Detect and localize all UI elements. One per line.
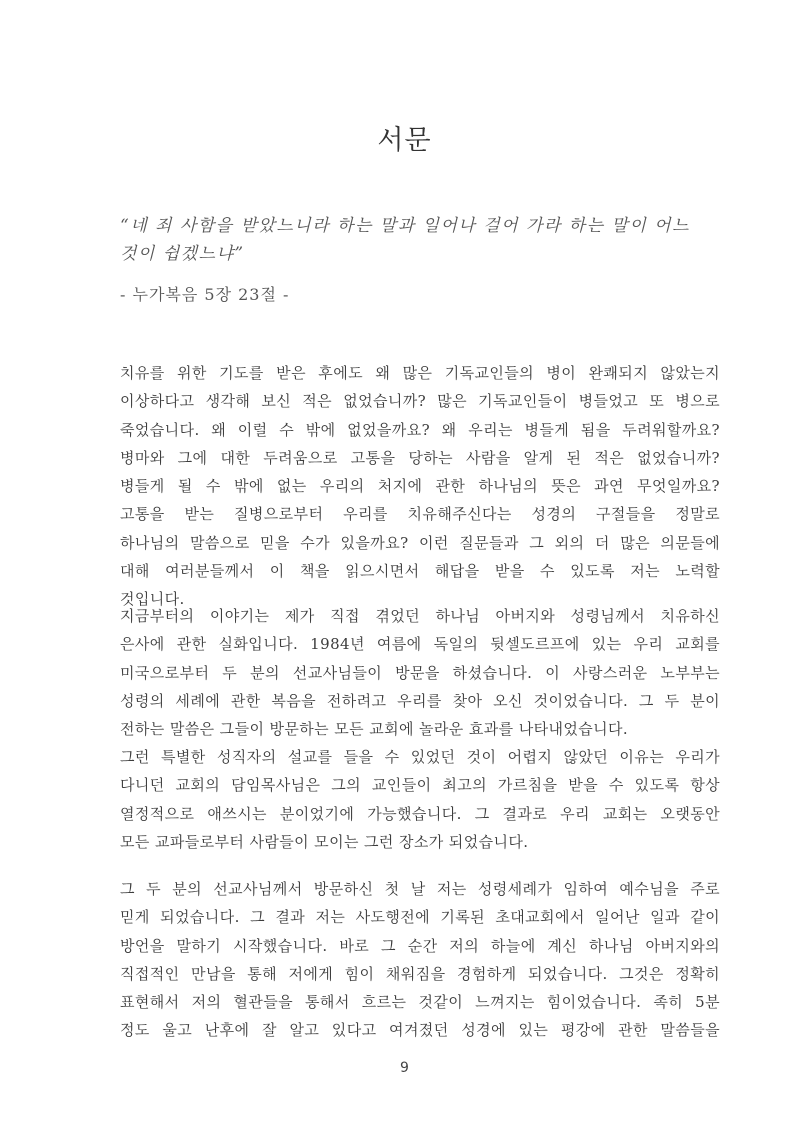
text-line: 표현해서 저의 혈관들을 통해서 흐르는 것같이 느껴지는 힘이었습니다. 족히 5분 [120, 993, 720, 1012]
epigraph-reference: - 누가복음 5장 23절 - [120, 285, 290, 304]
text-line: 믿게 되었습니다. 그 결과 저는 사도행전에 기록된 초대교회에서 일어난 일과 같이 [120, 908, 720, 927]
text-line: 지금부터의 이야기는 제가 직접 겪었던 하나님 아버지와 성령님께서 치유하신 [120, 607, 720, 625]
text-line: 방언을 말하기 시작했습니다. 바로 그 순간 저의 하늘에 계신 하나님 아버지와의 [120, 936, 720, 955]
text-line: 전하는 말씀은 그들이 방문하는 모든 교회에 놀라운 효과를 나타내었습니다. [120, 720, 629, 739]
text-line: 정도 울고 난후에 잘 알고 있다고 여겨졌던 성경에 있는 평강에 관한 말씀들을 [120, 1021, 720, 1040]
text-line: 죽었습니다. 왜 이럴 수 밖에 없었을까요? 왜 우리는 병들게 됨을 두려워할까요? [120, 420, 720, 439]
text-line: 그런 특별한 성직자의 설교를 들을 수 있었던 것이 어렵지 않았던 이유는 우리가 [120, 748, 720, 766]
text-line: 대해 여러분들께서 이 책을 읽으시면서 해답을 받을 수 있도록 저는 노력할 [120, 562, 720, 581]
text-line: 성령의 세례에 관한 복음을 전하려고 우리를 찾아 오신 것이었습니다. 그 두 분이 [120, 691, 720, 710]
text-line: 이상하다고 생각해 보신 적은 없었습니까? 많은 기독교인들이 병들었고 또 병으로 [120, 392, 720, 411]
text-line: 다니던 교회의 담임목사님은 그의 교인들이 최고의 가르침을 받을 수 있도록 항상 [120, 776, 720, 795]
paragraph-1 [120, 359, 720, 614]
text-line: 열정적으로 애쓰시는 분이었기에 가능했습니다. 그 결과로 우리 교회는 오랫동안 [120, 804, 720, 823]
page-number: 9 [400, 1060, 409, 1076]
paragraph-3 [120, 743, 720, 856]
paragraph-4 [120, 875, 720, 1045]
text-line: 고통을 받는 질병으로부터 우리를 치유해주신다는 성경의 구절들을 정말로 [120, 505, 720, 524]
text-line: 병마와 그에 대한 두려움으로 고통을 당하는 사람을 알게 된 적은 없었습니까? [120, 448, 720, 467]
text-line: 병들게 될 수 밖에 없는 우리의 처지에 관한 하나님의 뜻은 과연 무엇일까요? [120, 477, 720, 496]
epigraph-quote [120, 212, 720, 268]
text-line: 은사에 관한 실화입니다. 1984년 여름에 독일의 뒷셀도르프에 있는 우리 교회를 [120, 635, 720, 654]
text-line: 미국으로부터 두 분의 선교사님들이 방문을 하셨습니다. 이 사랑스러운 노부부는 [120, 663, 720, 682]
epigraph-line: “네 죄 사함을 받았느니라 하는 말과 일어나 걸어 가라 하는 말이 어느 [120, 216, 691, 236]
text-line: 것입니다. [120, 590, 185, 609]
text-line: 모든 교파들로부터 사람들이 모이는 그런 장소가 되었습니다. [120, 832, 529, 851]
text-line: 치유를 위한 기도를 받은 후에도 왜 많은 기독교인들의 병이 완쾌되지 않았는지 [120, 364, 720, 382]
page-title: 서문 [377, 125, 432, 156]
epigraph-line: 것이 쉽겠느냐” [120, 244, 245, 264]
text-line: 그 두 분의 선교사님께서 방문하신 첫 날 저는 성령세례가 임하여 예수님을 주로 [120, 880, 720, 898]
text-line: 하나님의 말씀으로 믿을 수가 있을까요? 이런 질문들과 그 외의 더 많은 의문들에 [120, 533, 720, 552]
text-line: 직접적인 만남을 통해 저에게 힘이 채워짐을 경험하게 되었습니다. 그것은 정확히 [120, 964, 720, 983]
paragraph-2 [120, 602, 720, 743]
